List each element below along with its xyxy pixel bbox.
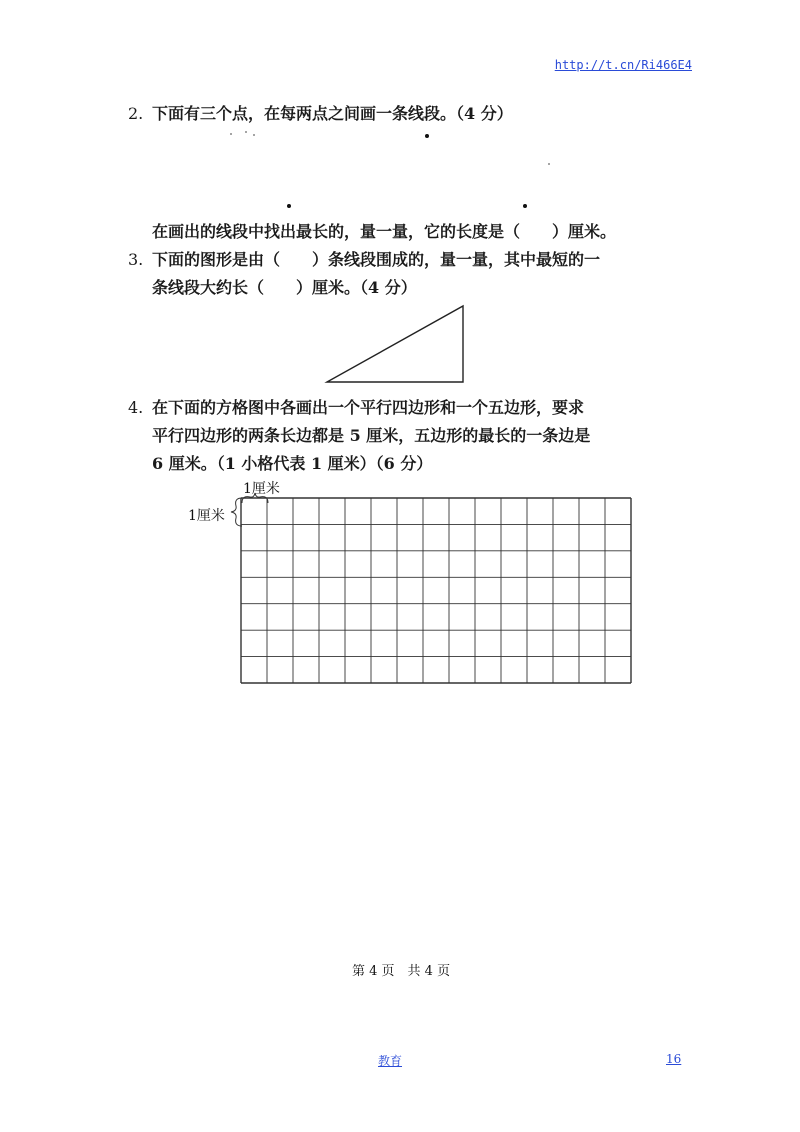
- scan-speck: [548, 163, 550, 165]
- page-info: 第 4 页 共 4 页: [352, 964, 451, 979]
- point-dot: [425, 134, 429, 138]
- question-text-line-1: 下面的图形是由（ ）条线段围成的，量一量，其中最短的一: [152, 250, 601, 269]
- question-text-line-2: 平行四边形的两条长边都是 5 厘米，五边形的最长的一条边是: [152, 426, 591, 445]
- grid-label-left: 1厘米: [188, 508, 225, 524]
- scan-speck: [253, 134, 255, 136]
- triangle-figure: [320, 302, 470, 386]
- footer-link[interactable]: 教育: [378, 1054, 403, 1068]
- scan-speck: [245, 131, 247, 133]
- scan-speck: [230, 133, 232, 135]
- question-text-line-3: 6 厘米。（1 小格代表 1 厘米）（6 分）: [152, 454, 433, 473]
- question-text: 下面有三个点，在每两点之间画一条线段。（4 分）: [152, 104, 513, 123]
- point-dot: [523, 204, 527, 208]
- footer-page-number[interactable]: 16: [666, 1052, 682, 1066]
- question-3: [128, 246, 688, 302]
- question-text-line-2: 条线段大约长（ ）厘米。（4 分）: [152, 278, 417, 297]
- question-2: [128, 100, 688, 128]
- question-text: 在画出的线段中找出最长的，量一量，它的长度是（ ）厘米。: [152, 222, 617, 241]
- question-2-followup: [152, 218, 616, 246]
- question-text-line-1: 在下面的方格图中各画出一个平行四边形和一个五边形，要求: [152, 398, 585, 417]
- question-4: [128, 394, 688, 478]
- square-grid[interactable]: [240, 497, 632, 684]
- point-dot: [287, 204, 291, 208]
- question-number: 2.: [128, 104, 144, 123]
- question-number: 4.: [128, 398, 144, 417]
- question-number: 3.: [128, 250, 144, 269]
- grid-label-top: 1厘米: [243, 481, 280, 497]
- header-link[interactable]: http://t.cn/Ri466E4: [554, 58, 692, 72]
